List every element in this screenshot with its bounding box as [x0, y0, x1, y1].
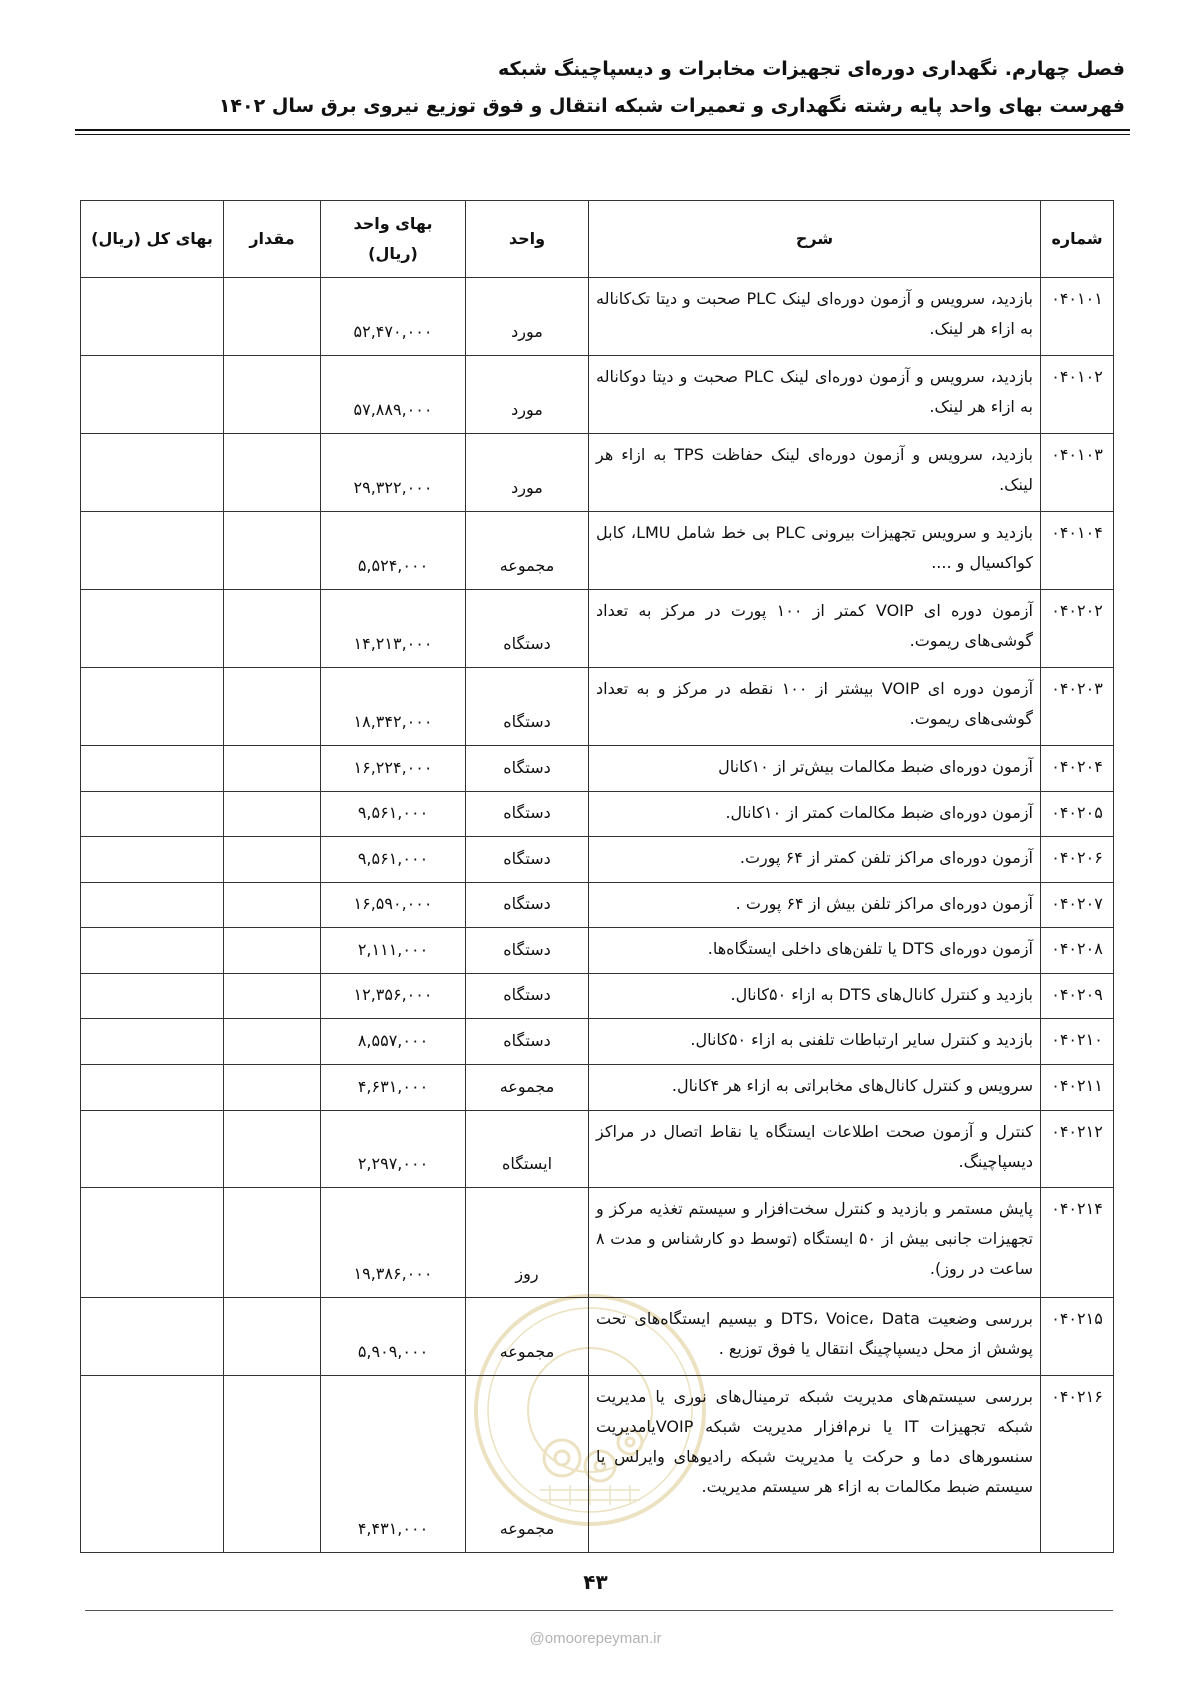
- item-unit-price: ۱۴,۲۱۳,۰۰۰: [321, 590, 466, 668]
- footer-site-watermark: @omoorepeyman.ir: [529, 1630, 662, 1647]
- item-description: آزمون دوره‌ای DTS یا تلفن‌های داخلی ایستگاه‌ها.: [589, 928, 1041, 974]
- item-description: سرویس و کنترل کانال‌های مخابراتی به ازاء هر ۴کانال.: [589, 1065, 1041, 1111]
- item-code: ۰۴۰۲۰۶: [1041, 837, 1114, 883]
- item-unit-price: ۲,۲۹۷,۰۰۰: [321, 1111, 466, 1188]
- item-description: آزمون دوره‌ای مراکز تلفن بیش از ۶۴ پورت .: [589, 883, 1041, 928]
- table-row: [81, 974, 1114, 1019]
- item-code: ۰۴۰۲۰۷: [1041, 883, 1114, 928]
- item-description: پایش مستمر و بازدید و کنترل سخت‌افزار و سیستم تغذیه مرکز و تجهیزات جانبی بیش از ۵۰ ایستگاه (توسط دو کارشناس و مدت ۸ ساعت در روز).: [589, 1188, 1041, 1298]
- item-unit-price: ۵,۹۰۹,۰۰۰: [321, 1298, 466, 1376]
- item-unit: ایستگاه: [466, 1111, 589, 1188]
- item-quantity: [224, 1111, 321, 1188]
- item-quantity: [224, 590, 321, 668]
- item-unit: مورد: [466, 356, 589, 434]
- table-row: [81, 1019, 1114, 1065]
- table-row: [81, 1111, 1114, 1188]
- column-header-quantity: مقدار: [224, 201, 321, 278]
- table-header-row: [81, 201, 1114, 278]
- item-unit: مجموعه: [466, 1065, 589, 1111]
- table-row: [81, 746, 1114, 792]
- item-total-price: [81, 792, 224, 837]
- item-total-price: [81, 928, 224, 974]
- item-code: ۰۴۰۲۰۵: [1041, 792, 1114, 837]
- item-total-price: [81, 1019, 224, 1065]
- table-row: [81, 1188, 1114, 1298]
- item-quantity: [224, 837, 321, 883]
- item-code: ۰۴۰۲۱۴: [1041, 1188, 1114, 1298]
- item-quantity: [224, 434, 321, 512]
- item-description: آزمون دوره‌ای مراکز تلفن کمتر از ۶۴ پورت.: [589, 837, 1041, 883]
- item-unit: دستگاه: [466, 1019, 589, 1065]
- item-quantity: [224, 278, 321, 356]
- item-quantity: [224, 1065, 321, 1111]
- item-unit-price: ۱۸,۳۴۲,۰۰۰: [321, 668, 466, 746]
- item-description: بررسی سیستم‌های مدیریت شبکه ترمینال‌های نوری یا مدیریت شبکه تجهیزات IT یا نرم‌افزار مدیریت شبکه VOIPیامدیریت سنسورهای دما و حرکت یا مدیریت شبکه رادیوهای وایرلس یا سیستم ضبط مکالمات به ازاء هر سیستم مدیریت.: [589, 1376, 1041, 1553]
- item-code: ۰۴۰۲۰۲: [1041, 590, 1114, 668]
- item-total-price: [81, 974, 224, 1019]
- item-code: ۰۴۰۲۰۴: [1041, 746, 1114, 792]
- item-unit: دستگاه: [466, 883, 589, 928]
- item-description: بازدید و کنترل کانال‌های DTS به ازاء ۵۰کانال.: [589, 974, 1041, 1019]
- item-code: ۰۴۰۲۱۰: [1041, 1019, 1114, 1065]
- table-row: [81, 883, 1114, 928]
- item-code: ۰۴۰۲۱۶: [1041, 1376, 1114, 1553]
- item-total-price: [81, 668, 224, 746]
- item-code: ۰۴۰۲۱۲: [1041, 1111, 1114, 1188]
- item-unit-price: ۴,۴۳۱,۰۰۰: [321, 1376, 466, 1553]
- item-unit-price: ۱۹,۳۸۶,۰۰۰: [321, 1188, 466, 1298]
- item-code: ۰۴۰۲۰۸: [1041, 928, 1114, 974]
- table-row: [81, 792, 1114, 837]
- item-total-price: [81, 1111, 224, 1188]
- unit-price-label: بهای واحد: [353, 214, 433, 233]
- item-code: ۰۴۰۲۰۳: [1041, 668, 1114, 746]
- item-code: ۰۴۰۱۰۳: [1041, 434, 1114, 512]
- item-quantity: [224, 746, 321, 792]
- column-header-number: شماره: [1041, 201, 1114, 278]
- item-unit: دستگاه: [466, 928, 589, 974]
- table-row: [81, 590, 1114, 668]
- item-unit-price: ۴,۶۳۱,۰۰۰: [321, 1065, 466, 1111]
- item-code: ۰۴۰۱۰۴: [1041, 512, 1114, 590]
- table-row: [81, 1298, 1114, 1376]
- item-description: آزمون دوره‌ای ضبط مکالمات کمتر از ۱۰کانال.: [589, 792, 1041, 837]
- unit-price-currency: (ریال): [368, 244, 418, 263]
- item-unit: مجموعه: [466, 1298, 589, 1376]
- item-total-price: [81, 883, 224, 928]
- item-total-price: [81, 1298, 224, 1376]
- table-row: [81, 837, 1114, 883]
- item-quantity: [224, 1376, 321, 1553]
- item-description: بازدید، سرویس و آزمون دوره‌ای لینک حفاظت TPS به ازاء هر لینک.: [589, 434, 1041, 512]
- item-code: ۰۴۰۱۰۲: [1041, 356, 1114, 434]
- item-total-price: [81, 1188, 224, 1298]
- item-unit: مجموعه: [466, 1376, 589, 1553]
- item-code: ۰۴۰۲۱۵: [1041, 1298, 1114, 1376]
- item-quantity: [224, 1188, 321, 1298]
- price-list-table: [80, 200, 1114, 1553]
- item-total-price: [81, 278, 224, 356]
- item-code: ۰۴۰۲۱۱: [1041, 1065, 1114, 1111]
- item-unit: دستگاه: [466, 974, 589, 1019]
- item-quantity: [224, 883, 321, 928]
- item-quantity: [224, 1298, 321, 1376]
- item-unit-price: ۹,۵۶۱,۰۰۰: [321, 792, 466, 837]
- table-row: [81, 434, 1114, 512]
- item-code: ۰۴۰۲۰۹: [1041, 974, 1114, 1019]
- table-row: [81, 928, 1114, 974]
- item-quantity: [224, 1019, 321, 1065]
- item-description: کنترل و آزمون صحت اطلاعات ایستگاه یا نقاط اتصال در مراکز دیسپاچینگ.: [589, 1111, 1041, 1188]
- item-unit: دستگاه: [466, 590, 589, 668]
- item-description: آزمون دوره ای VOIP کمتر از ۱۰۰ پورت در مرکز به تعداد گوشی‌های ریموت.: [589, 590, 1041, 668]
- document-subtitle: فهرست بهای واحد پایه رشته نگهداری و تعمیرات شبکه انتقال و فوق توزیع نیروی برق سال ۱۴۰۲: [218, 95, 1125, 117]
- item-total-price: [81, 356, 224, 434]
- column-header-description: شرح: [589, 201, 1041, 278]
- item-description: بررسی وضعیت DTS، Voice، Data و بیسیم ایستگاه‌های تحت پوشش از محل دیسپاچینگ انتقال یا فوق توزیع .: [589, 1298, 1041, 1376]
- item-quantity: [224, 668, 321, 746]
- column-header-unit: واحد: [466, 201, 589, 278]
- table-row: [81, 1065, 1114, 1111]
- item-total-price: [81, 590, 224, 668]
- item-description: آزمون دوره‌ای ضبط مکالمات بیش‌تر از ۱۰کانال: [589, 746, 1041, 792]
- item-quantity: [224, 792, 321, 837]
- table-row: [81, 278, 1114, 356]
- item-total-price: [81, 434, 224, 512]
- item-unit: دستگاه: [466, 668, 589, 746]
- item-total-price: [81, 746, 224, 792]
- table-row: [81, 356, 1114, 434]
- item-unit-price: ۵۲,۴۷۰,۰۰۰: [321, 278, 466, 356]
- column-header-unit-price: [321, 201, 466, 278]
- item-unit-price: ۸,۵۵۷,۰۰۰: [321, 1019, 466, 1065]
- item-unit: روز: [466, 1188, 589, 1298]
- item-quantity: [224, 512, 321, 590]
- item-total-price: [81, 837, 224, 883]
- table-row: [81, 512, 1114, 590]
- column-header-total-price: بهای کل (ریال): [81, 201, 224, 278]
- item-description: بازدید و کنترل سایر ارتباطات تلفنی به ازاء ۵۰کانال.: [589, 1019, 1041, 1065]
- item-unit: مجموعه: [466, 512, 589, 590]
- table-row: [81, 668, 1114, 746]
- item-total-price: [81, 1065, 224, 1111]
- item-unit-price: ۲,۱۱۱,۰۰۰: [321, 928, 466, 974]
- header-double-rule: [75, 129, 1130, 135]
- item-unit: دستگاه: [466, 837, 589, 883]
- item-code: ۰۴۰۱۰۱: [1041, 278, 1114, 356]
- item-unit-price: ۱۶,۲۲۴,۰۰۰: [321, 746, 466, 792]
- item-description: بازدید، سرویس و آزمون دوره‌ای لینک PLC صحبت و دیتا دوکاناله به ازاء هر لینک.: [589, 356, 1041, 434]
- item-description: بازدید، سرویس و آزمون دوره‌ای لینک PLC صحبت و دیتا تک‌کاناله به ازاء هر لینک.: [589, 278, 1041, 356]
- item-unit: مورد: [466, 434, 589, 512]
- item-quantity: [224, 928, 321, 974]
- item-total-price: [81, 512, 224, 590]
- item-unit-price: ۵۷,۸۸۹,۰۰۰: [321, 356, 466, 434]
- item-quantity: [224, 356, 321, 434]
- table-row: [81, 1376, 1114, 1553]
- footer-rule: [85, 1610, 1113, 1611]
- item-total-price: [81, 1376, 224, 1553]
- item-unit-price: ۲۹,۳۲۲,۰۰۰: [321, 434, 466, 512]
- item-description: بازدید و سرویس تجهیزات بیرونی PLC بی خط شامل LMU، کابل کواکسیال و ....: [589, 512, 1041, 590]
- chapter-title: فصل چهارم. نگهداری دوره‌ای تجهیزات مخابرات و دیسپاچینگ شبکه: [498, 58, 1125, 80]
- item-unit-price: ۵,۵۲۴,۰۰۰: [321, 512, 466, 590]
- item-unit: مورد: [466, 278, 589, 356]
- item-quantity: [224, 974, 321, 1019]
- item-unit-price: ۱۲,۳۵۶,۰۰۰: [321, 974, 466, 1019]
- item-unit-price: ۱۶,۵۹۰,۰۰۰: [321, 883, 466, 928]
- item-unit: دستگاه: [466, 746, 589, 792]
- item-unit-price: ۹,۵۶۱,۰۰۰: [321, 837, 466, 883]
- item-unit: دستگاه: [466, 792, 589, 837]
- item-description: آزمون دوره ای VOIP بیشتر از ۱۰۰ نقطه در مرکز و به تعداد گوشی‌های ریموت.: [589, 668, 1041, 746]
- page-number: ۴۳: [583, 1570, 608, 1594]
